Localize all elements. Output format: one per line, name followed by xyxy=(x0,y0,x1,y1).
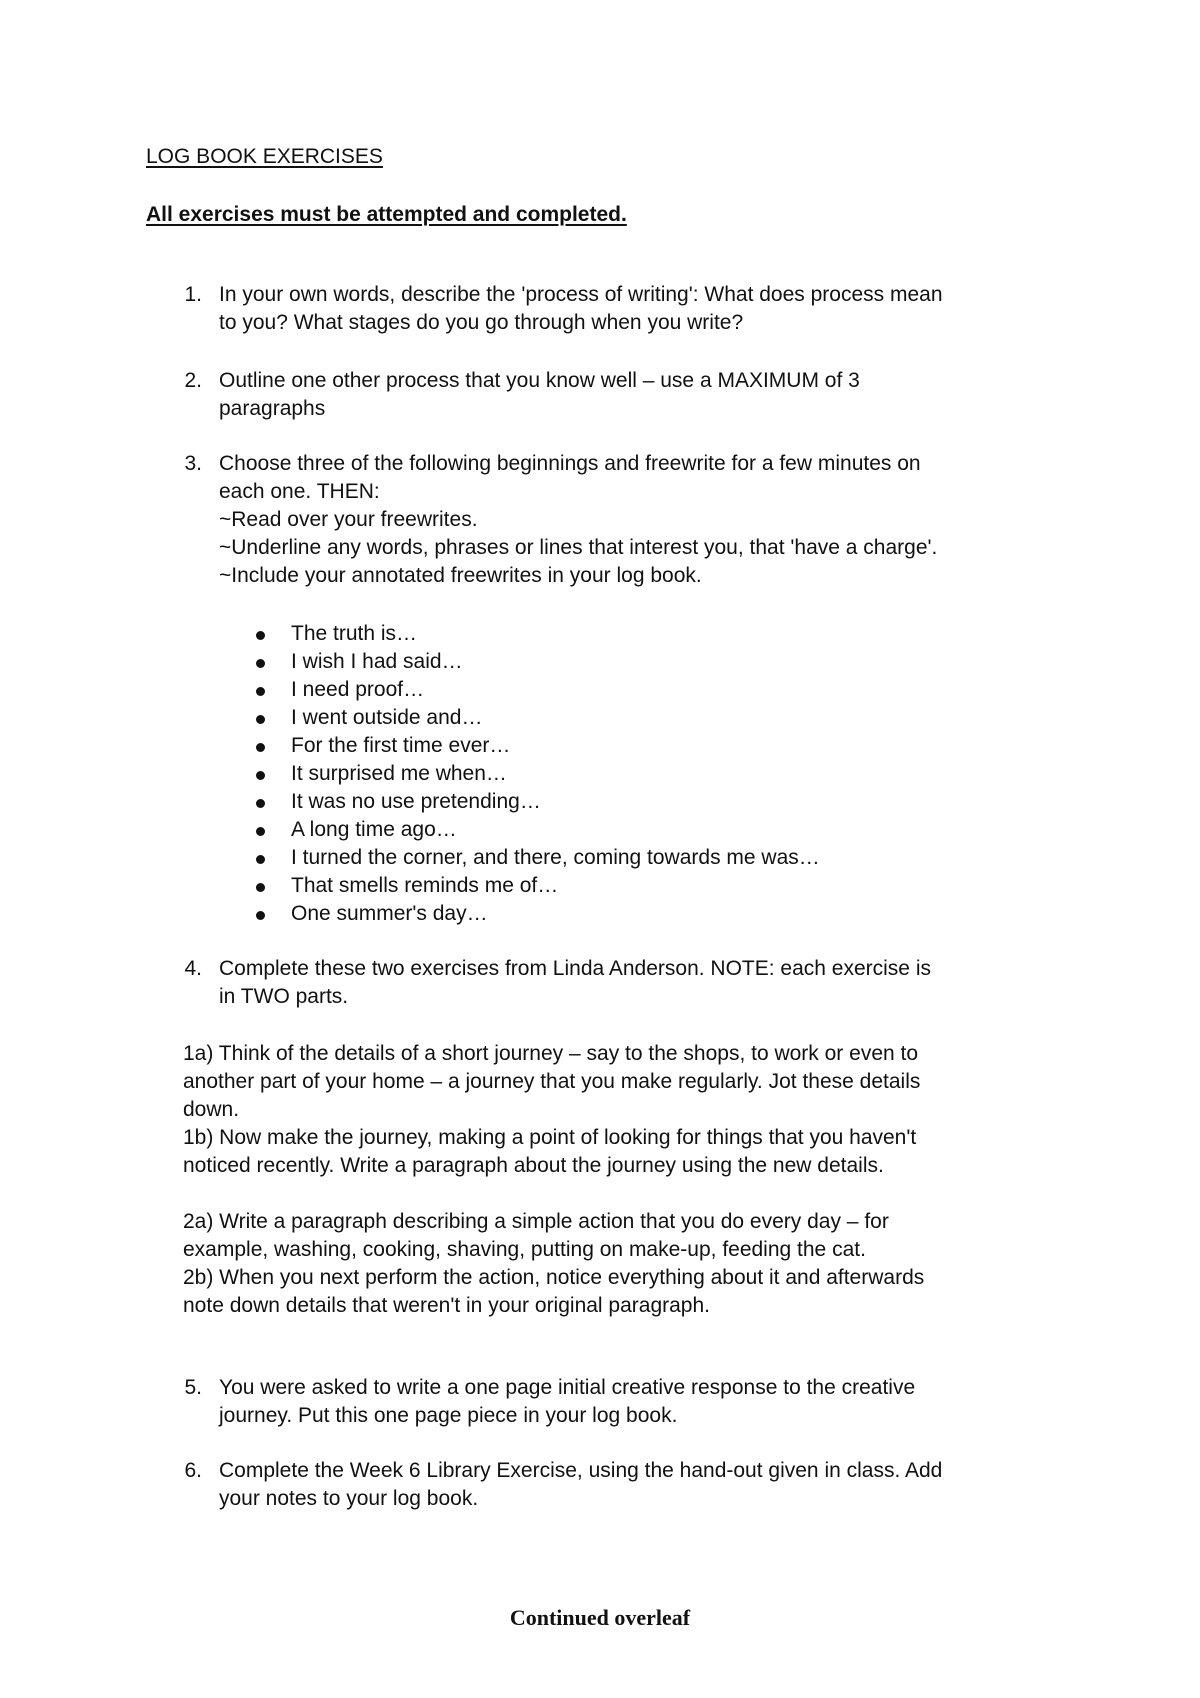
list-item: One summer's day… xyxy=(291,902,488,925)
list-item: I wish I had said… xyxy=(291,650,463,673)
text-line: 1a) Think of the details of a short journey – say to the shops, to work or even to xyxy=(183,1042,919,1065)
text-line: ~Include your annotated freewrites in your log book. xyxy=(219,564,702,587)
text-line: noticed recently. Write a paragraph about the journey using the new details. xyxy=(183,1154,884,1177)
item-5-text xyxy=(219,1374,915,1430)
list-item: I went outside and… xyxy=(291,706,483,729)
bullet-icon xyxy=(256,659,265,668)
bullet-icon xyxy=(256,799,265,808)
exercise-part-2 xyxy=(183,1208,924,1320)
item-6-text xyxy=(219,1457,942,1513)
item-3-text xyxy=(219,450,937,590)
text-line: In your own words, describe the 'process of writing': What does process mean xyxy=(219,283,943,306)
bullet-icon xyxy=(256,883,265,892)
item-number: 6. xyxy=(184,1459,202,1482)
list-item: I need proof… xyxy=(291,678,425,701)
list-item: For the first time ever… xyxy=(291,734,511,757)
text-line: to you? What stages do you go through when you write? xyxy=(219,311,744,334)
text-line: paragraphs xyxy=(219,397,326,420)
bullet-icon xyxy=(256,911,265,920)
text-line: ~Underline any words, phrases or lines that interest you, that 'have a charge'. xyxy=(219,536,938,559)
text-line: down. xyxy=(183,1098,240,1121)
item-1-text xyxy=(219,281,943,337)
item-number: 1. xyxy=(184,283,202,306)
beginnings-list xyxy=(250,620,950,940)
text-line: You were asked to write a one page initial creative response to the creative xyxy=(219,1376,916,1399)
text-line: ~Read over your freewrites. xyxy=(219,508,478,531)
bullet-icon xyxy=(256,855,265,864)
list-item: It was no use pretending… xyxy=(291,790,541,813)
item-number: 4. xyxy=(184,957,202,980)
text-line: example, washing, cooking, shaving, putting on make-up, feeding the cat. xyxy=(183,1238,866,1261)
text-line: 2b) When you next perform the action, notice everything about it and afterwards xyxy=(183,1266,925,1289)
exercise-part-1 xyxy=(183,1040,920,1180)
text-line: your notes to your log book. xyxy=(219,1487,479,1510)
text-line: Complete the Week 6 Library Exercise, using the hand-out given in class. Add xyxy=(219,1459,943,1482)
text-line: 2a) Write a paragraph describing a simple action that you do every day – for xyxy=(183,1210,889,1233)
item-number: 5. xyxy=(184,1376,202,1399)
list-item: A long time ago… xyxy=(291,818,457,841)
page-subtitle: All exercises must be attempted and completed. xyxy=(146,203,627,226)
text-line: each one. THEN: xyxy=(219,480,380,503)
text-line: in TWO parts. xyxy=(219,985,349,1008)
bullet-icon xyxy=(256,743,265,752)
list-item: I turned the corner, and there, coming towards me was… xyxy=(291,846,820,869)
text-line: Complete these two exercises from Linda Anderson. NOTE: each exercise is xyxy=(219,957,931,980)
text-line: Outline one other process that you know well – use a MAXIMUM of 3 xyxy=(219,369,860,392)
page-title: LOG BOOK EXERCISES xyxy=(146,145,383,168)
bullet-icon xyxy=(256,687,265,696)
list-item: It surprised me when… xyxy=(291,762,507,785)
text-line: Choose three of the following beginnings and freewrite for a few minutes on xyxy=(219,452,921,475)
item-number: 2. xyxy=(184,369,202,392)
text-line: journey. Put this one page piece in your log book. xyxy=(219,1404,678,1427)
list-item: The truth is… xyxy=(291,622,418,645)
bullet-icon xyxy=(256,715,265,724)
item-4-text xyxy=(219,955,931,1011)
continued-footer: Continued overleaf xyxy=(509,1605,691,1630)
list-item: That smells reminds me of… xyxy=(291,874,559,897)
bullet-icon xyxy=(256,771,265,780)
text-line: note down details that weren't in your original paragraph. xyxy=(183,1294,710,1317)
item-2-text xyxy=(219,367,860,423)
text-line: another part of your home – a journey that you make regularly. Jot these details xyxy=(183,1070,921,1093)
bullet-icon xyxy=(256,631,265,640)
bullet-icon xyxy=(256,827,265,836)
text-line: 1b) Now make the journey, making a point of looking for things that you haven't xyxy=(183,1126,917,1149)
item-number: 3. xyxy=(184,452,202,475)
